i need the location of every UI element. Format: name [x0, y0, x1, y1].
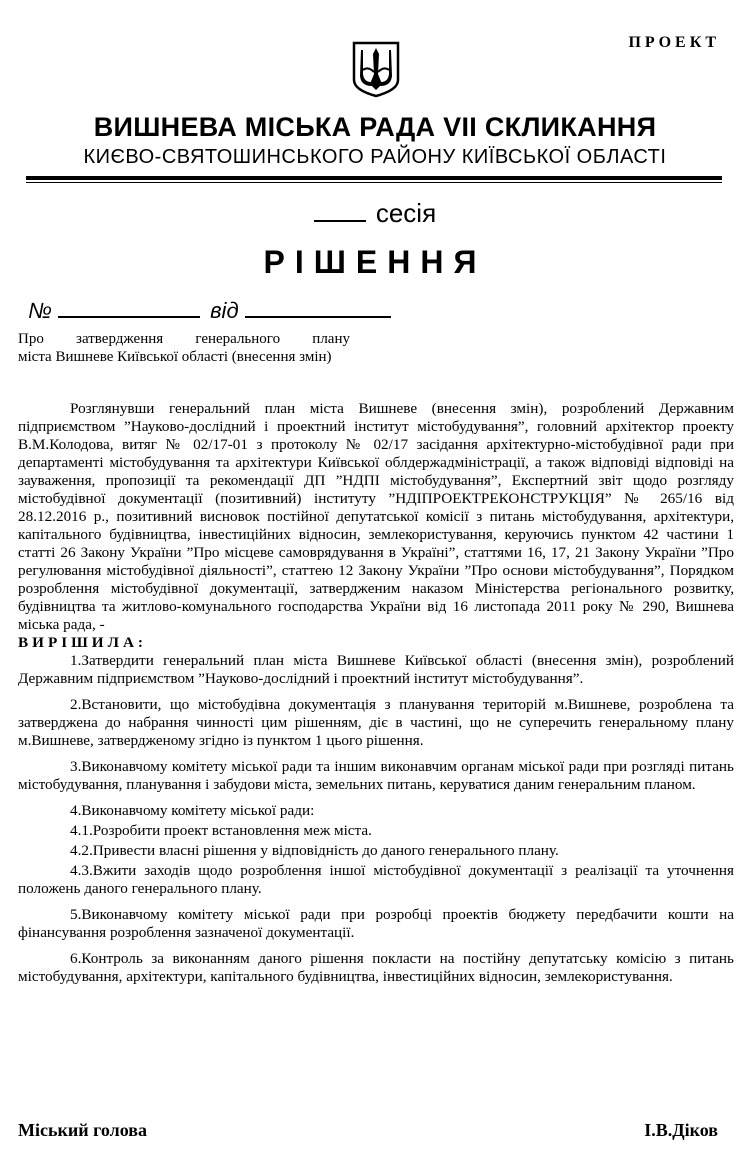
decision-title: РІШЕННЯ: [263, 244, 487, 280]
date-label: від: [210, 298, 239, 323]
number-date-line: [28, 298, 391, 324]
subject-line-2: міста Вишневе Київської області (внесення змін): [18, 349, 332, 365]
item-4-1: 4.1.Розробити проект встановлення меж міста.: [70, 822, 372, 839]
council-title: ВИШНЕВА МІСЬКА РАДА VII СКЛИКАННЯ: [93, 112, 657, 142]
trident-emblem-icon: [350, 40, 402, 98]
session-label: сесія: [375, 198, 437, 228]
number-label: №: [28, 298, 52, 323]
preamble-paragraph: Розглянувши генеральний план міста Вишневе (внесення змін), розроблений Державним підприємством ”Науково-дослідний і проектний інститут містобудування”, головний архітектор проекту В.М.Колодова, витяг № 02/17-01 з протоколу № 02/17 засідання архітектурно-містобудівної ради при департаменті містобудування та архітектури Київської облдержадміністрації, а також відповіді відповіді на зауваження, пропозиції та рекомендації ДП ”НДПІ містобудування”, Експертний звіт щодо розгляду містобудівної документації (позитивний) інституту ”НДІПРОЕКТРЕКОНСТРУКЦІЯ” № 265/16 від 28.12.2016 р., позитивний висновок постійної депутатської комісії з питань містобудування, архітектури, капітального будівництва, інвестиційних відносин, землекористування, керуючись пунктом 42 частини 1 статті 26 Закону України ”Про місцеве самоврядування в Україні”, статтями 16, 17, 21 Закону України ”Про регулювання містобудівної діяльності”, статтею 12 Закону України ”Про основи містобудування”, Порядком розроблення містобудівної документації, затвердженим наказом Міністерства регіонального розвитку, будівництва та житлово-комунального господарства України від 16 листопада 2011 року № 290, Вишнева міська рада, -: [18, 400, 734, 633]
header-divider: [26, 176, 722, 180]
session-line: [0, 198, 750, 229]
number-blank: [58, 298, 200, 318]
item-4-3: 4.3.Вжити заходів щодо розроблення іншої містобудівної документації з реалізації та уточнення положень даного генерального плану.: [18, 862, 734, 897]
item-2: 2.Встановити, що містобудівна документація з планування територій м.Вишневе, розроблена та затверджена до набрання чинності цим рішенням, діє в частині, що не суперечить генеральному плану м.Вишневе, затвердженому згідно із пунктом 1 цього рішення.: [18, 696, 734, 749]
item-3: 3.Виконавчому комітету міської ради та іншим виконавчим органам міської ради при розгляді питань містобудування, планування і забудови міста, земельних питань, керуватися даним генеральним планом.: [18, 758, 734, 793]
item-6: 6.Контроль за виконанням даного рішення покласти на постійну депутатську комісію з питань містобудування, архітектури, капітального будівництва, інвестиційних відносин, землекористування.: [18, 950, 734, 985]
session-number-blank: [314, 198, 366, 222]
item-1: 1.Затвердити генеральний план міста Вишневе Київської області (внесення змін), розроблений Державним підприємством ”Науково-дослідний і проектний інститут містобудування”.: [18, 652, 734, 687]
decision-subject: [18, 330, 350, 366]
decision-body: [18, 400, 734, 994]
item-4: 4.Виконавчому комітету міської ради:: [70, 802, 315, 819]
item-5: 5.Виконавчому комітету міської ради при розробці проектів бюджету передбачити кошти на фінансування розроблення зазначеної документації.: [18, 906, 734, 941]
header-divider-thin: [26, 182, 722, 183]
signature-position: Міський голова: [18, 1120, 147, 1140]
item-4-2: 4.2.Привести власні рішення у відповідність до даного генерального плану.: [70, 842, 559, 859]
council-subtitle: КИЄВО-СВЯТОШИНСЬКОГО РАЙОНУ КИЇВСЬКОЇ ОБЛАСТІ: [83, 146, 667, 168]
date-blank: [245, 298, 391, 318]
draft-label: ПРОЕКТ: [628, 34, 720, 51]
signature-name: І.В.Діков: [644, 1120, 718, 1140]
resolved-heading: ВИРІШИЛА:: [18, 634, 147, 651]
subject-line-1: Про затвердження генерального плану: [18, 331, 350, 347]
